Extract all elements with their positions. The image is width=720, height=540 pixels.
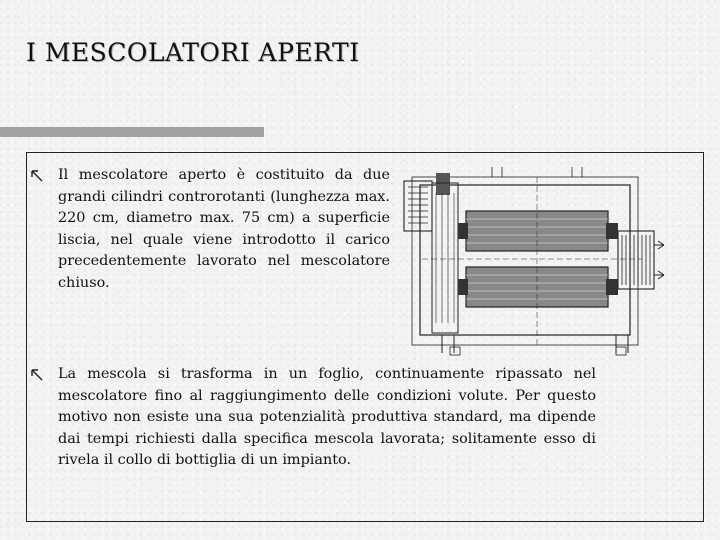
bullet-text-1: Il mescolatore aperto è costituito da due grandi cilindri controrotanti (lunghezza max. 220 cm, diametro max. 75 cm) a superficie liscia, nel quale viene introdotto il carico precedentemente lavorato nel mescolatore chiuso. [58,167,390,291]
open-mill-drawing [402,163,664,361]
diagonal-arrow-icon [30,165,58,187]
bullet-item-2 [30,364,596,472]
bullet-item-1 [30,165,390,294]
diagonal-arrow-icon [30,364,58,386]
title-underline-bar [0,127,264,137]
bullet-text-2: La mescola si trasforma in un foglio, continuamente ripassato nel mescolatore fino al raggiungimento delle condizioni volute. Per questo motivo non esiste una sua potenzialità produttiva standard, ma dipende dai tempi richiesti dalla specifica mescola lavorata; solitamente esso di rivela il collo di bottiglia di un impianto. [58,366,596,468]
page-title: I MESCOLATORI APERTI [26,38,360,67]
